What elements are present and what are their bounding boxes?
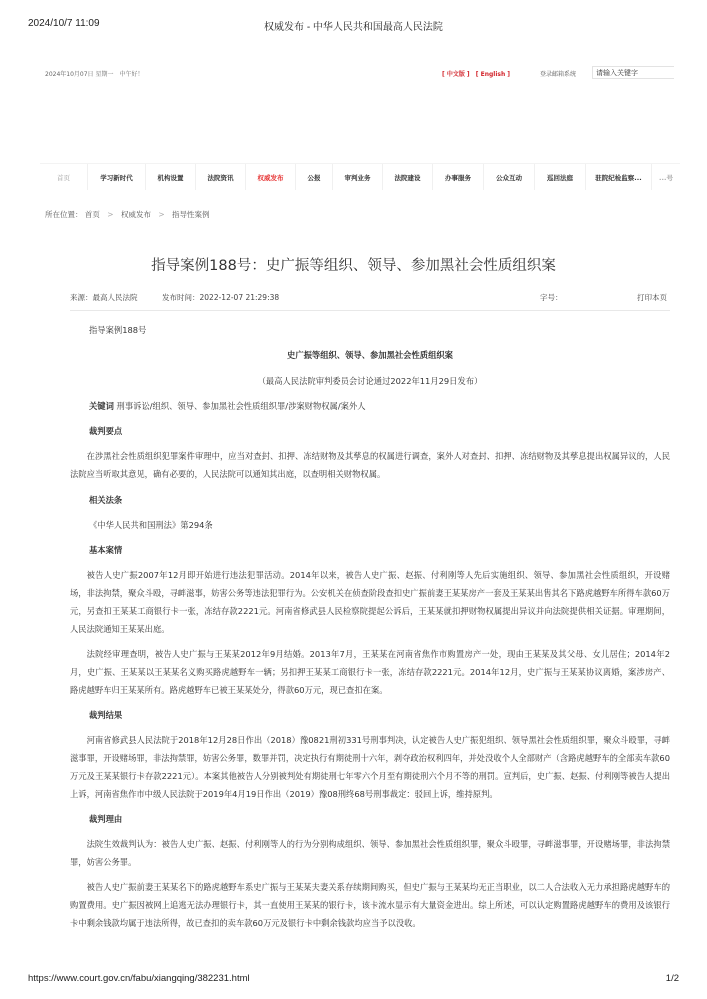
main-nav	[40, 163, 680, 189]
keywords-label: 关键词	[89, 400, 114, 411]
keywords-row	[70, 398, 670, 416]
meta-divider	[70, 310, 670, 311]
breadcrumb-guiding-cases[interactable]: 指导性案例	[172, 210, 210, 219]
section-heading-reasoning: 裁判理由	[89, 814, 123, 825]
case-title: 史广振等组织、领导、参加黑社会性质组织案	[287, 350, 453, 361]
nav-item-releases[interactable]: 权威发布	[246, 164, 296, 190]
paragraph: 河南省修武县人民法院于2018年12月28日作出（2018）豫0821刑初331号刑事判决，认定被告人史广振犯组织、领导黑社会性质组织罪，聚众斗殴罪，寻衅滋事罪，开设赌场罪，非法拘禁罪，妨害公务罪，数罪并罚，决定执行有期徒刑十六年，剥夺政治权利四年，并处没收个人全部财产（含路虎越野车的全部卖车款60万元及王某某银行卡存款2221元）。本案其他被告人分别被判处有期徒刑七年零六个月至有期徒刑六个月不等的刑罚。宣判后，史广振、赵振、付利刚等被告人提出上诉，河南省焦作市中级人民法院于2019年4月19日作出（2019）豫08刑终68号刑事裁定：驳回上诉，维持原判。	[70, 735, 670, 799]
case-subtitle: （最高人民法院审判委员会讨论通过2022年11月29日发布）	[257, 375, 483, 386]
nav-item-news[interactable]: 法院资讯	[196, 164, 246, 190]
article-meta	[70, 292, 667, 306]
paragraph: 《中华人民共和国刑法》第294条	[89, 519, 213, 530]
nav-item-court-building[interactable]: 法院建设	[383, 164, 433, 190]
nav-item-services[interactable]: 办事服务	[433, 164, 484, 190]
breadcrumb-releases[interactable]: 权威发布	[120, 210, 151, 219]
date-greeting: 2024年10月07日 星期一 中午好！	[45, 71, 144, 78]
mail-login-link[interactable]: 登录邮箱系统	[540, 71, 577, 78]
section-heading-result: 裁判结果	[89, 710, 123, 721]
paragraph: 被告人史广振前妻王某某名下的路虎越野车系史广振与王某某夫妻关系存续期间购买，但史广振与王某某均无正当职业，以二人合法收入无力承担路虎越野车的购置费用。史广振因被网上追逃无法办理银行卡，其一直使用王某某的银行卡，该卡流水显示有大量资金进出。综上所述，可以认定购置路虎越野车的费用及该银行卡中剩余钱款均属于违法所得，故已查扣的卖车款60万元及银行卡中剩余钱款均应当予以没收。	[70, 882, 670, 929]
nav-item-public-interaction[interactable]: 公众互动	[484, 164, 535, 190]
breadcrumb-home[interactable]: 首页	[84, 210, 100, 219]
lang-chinese-link[interactable]: [ 中文版 ]	[442, 71, 470, 78]
nav-item-trial[interactable]: 审判业务	[333, 164, 383, 190]
top-bar	[0, 66, 707, 80]
nav-item-organization[interactable]: 机构设置	[146, 164, 196, 190]
chevron-right-icon: >	[158, 210, 165, 219]
print-datetime: 2024/10/7 11:09	[28, 18, 100, 29]
article-title: 指导案例188号：史广振等组织、领导、参加黑社会性质组织案	[151, 258, 556, 274]
lang-english-link[interactable]: [ English ]	[475, 71, 511, 78]
print-page-title: 权威发布 - 中华人民共和国最高人民法院	[264, 22, 443, 33]
nav-item-discipline[interactable]: 驻院纪检监察...	[586, 164, 652, 190]
article-source: 来源：最高人民法院	[70, 293, 138, 302]
article-publish-time: 发布时间：2022-12-07 21:29:38	[162, 293, 280, 302]
print-header	[0, 0, 707, 40]
chevron-right-icon: >	[107, 210, 114, 219]
paragraph: 法院生效裁判认为：被告人史广振、赵振、付利刚等人的行为分别构成组织、领导、参加黑社会性质组织罪，聚众斗殴罪，寻衅滋事罪，开设赌场罪，非法拘禁罪，妨害公务罪。	[70, 839, 670, 868]
paragraph: 在涉黑社会性质组织犯罪案件审理中，应当对查封、扣押、冻结财物及其孳息的权属进行调查，案外人对查封、扣押、冻结财物及其孳息提出权属异议的，人民法院应当听取其意见，确有必要的，人民法院可以通知其出庭，以查明相关财物权属。	[70, 451, 670, 480]
print-footer	[0, 970, 707, 990]
nav-item-more[interactable]: ...号	[659, 173, 673, 182]
nav-item-circuit-courts[interactable]: 巡回法庭	[535, 164, 586, 190]
paragraph: 被告人史广振2007年12月即开始进行违法犯罪活动。2014年以来，被告人史广振、赵振、付利刚等人先后实施组织、领导、参加黑社会性质组织，开设赌场，非法拘禁，聚众斗殴，寻衅滋事，妨害公务等违法犯罪行为。公安机关在侦查阶段查扣史广振前妻王某某房产一套及王某某出售其名下路虎越野车所得车款60万元，另查扣王某某工商银行卡一张，冻结存款2221元。河南省修武县人民检察院提起公诉后，王某某就扣押财物权属提出异议并向法院提供相关证据。审理期间，人民法院通知王某某出庭。	[70, 570, 670, 634]
print-button[interactable]: 打印本页	[637, 293, 667, 302]
page-url: https://www.court.gov.cn/fabu/xiangqing/382231.html	[28, 973, 250, 984]
article-content	[70, 322, 670, 940]
page-number: 1/2	[665, 973, 679, 984]
nav-item-gazette[interactable]: 公报	[296, 164, 333, 190]
case-number: 指导案例188号	[89, 325, 147, 335]
breadcrumb-prefix: 所在位置：	[45, 210, 83, 219]
font-size-control[interactable]: 字号：	[540, 293, 563, 302]
nav-item-new-era[interactable]: 学习新时代	[88, 164, 146, 190]
keywords-value: 刑事诉讼/组织、领导、参加黑社会性质组织罪/涉案财物权属/案外人	[116, 400, 366, 411]
section-heading-facts: 基本案情	[89, 545, 123, 556]
paragraph: 法院经审理查明，被告人史广振与王某某2012年9月结婚。2013年7月，王某某在河南省焦作市购置房产一处，现由王某某及其父母、女儿居住；2014年2月，史广振、王某某以王某某名义购买路虎越野车一辆；另扣押王某某工商银行卡一张，冻结存款2221元。2014年12月，史广振与王某某协议离婚，案涉房产、路虎越野车归王某某所有。路虎越野车已被王某某处分，得款60万元，现已查扣在案。	[70, 649, 670, 695]
search-input[interactable]	[592, 66, 674, 79]
section-heading-related-law: 相关法条	[89, 494, 123, 505]
nav-item-home[interactable]: 首页	[40, 164, 88, 190]
section-heading-key-points: 裁判要点	[89, 426, 123, 437]
language-switcher	[442, 69, 510, 78]
breadcrumb	[45, 209, 210, 220]
